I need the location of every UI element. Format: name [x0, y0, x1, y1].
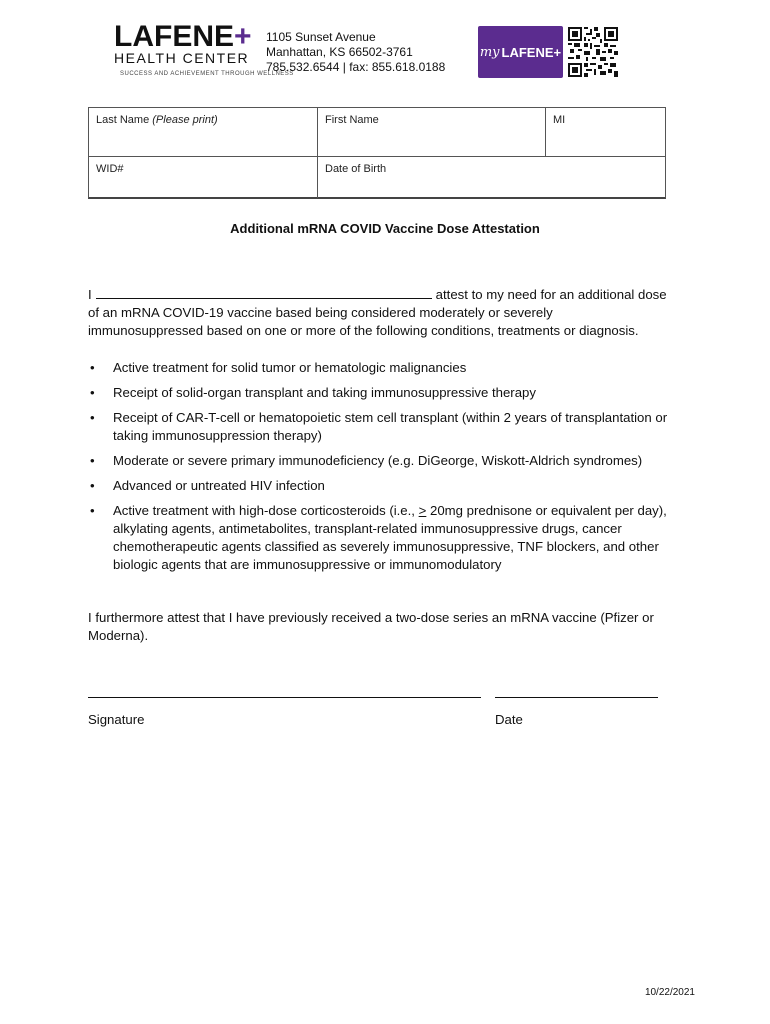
- greater-equal-symbol: >: [418, 503, 427, 518]
- attest-text: attest to my need for an additional dose of an mRNA COVID-19 vaccine based being considered moderately or severely immunosuppressed based on one or more of the following conditions, treatments or diagnosis.: [88, 287, 667, 338]
- condition-text-after: 20mg prednisone or equivalent per day), alkylating agents, antimetabolites, transplant-related immunosuppressive drugs, cancer chemotherapeutic agents classified as severely immunosuppressive, TNF blockers, and other biologic agents that are immunosuppressive or immunomodulatory: [113, 503, 667, 572]
- my-lafene-badge: [478, 26, 563, 78]
- list-item: [88, 409, 668, 445]
- bullet-icon: •: [90, 360, 95, 375]
- address-street: 1105 Sunset Avenue: [266, 30, 376, 44]
- list-item: [88, 452, 668, 470]
- lafene-logo: [114, 20, 252, 54]
- signature-line[interactable]: [88, 697, 481, 698]
- dob-label: Date of Birth: [325, 163, 387, 175]
- dob-field[interactable]: [318, 157, 665, 198]
- logo-text: LAFENE: [114, 20, 234, 53]
- bullet-icon: •: [90, 453, 95, 468]
- qr-code-icon: [568, 27, 618, 77]
- condition-text-before: Active treatment with high-dose corticosteroids (i.e.,: [113, 503, 419, 518]
- list-item: [88, 384, 668, 402]
- logo-tagline: SUCCESS AND ACHIEVEMENT THROUGH WELLNESS: [120, 71, 294, 77]
- mi-field[interactable]: [546, 108, 665, 157]
- list-item: [88, 502, 668, 574]
- bullet-icon: •: [90, 410, 95, 425]
- condition-text: Receipt of CAR-T-cell or hematopoietic stem cell transplant (within 2 years of transplantation or taking immunosuppression therapy): [113, 410, 668, 443]
- clinic-address: [266, 30, 445, 75]
- attestation-paragraph: [88, 286, 668, 340]
- badge-my: my: [479, 44, 500, 60]
- name-blank-line[interactable]: [96, 286, 432, 299]
- list-item: [88, 359, 668, 377]
- condition-text: Active treatment for solid tumor or hematologic malignancies: [113, 360, 467, 375]
- signature-label: Signature: [88, 712, 145, 727]
- badge-name: LAFENE+: [501, 44, 562, 60]
- furthermore-paragraph: I furthermore attest that I have previously received a two-dose series an mRNA vaccine (Pfizer or Moderna).: [88, 610, 654, 643]
- address-city: Manhattan, KS 66502-3761: [266, 45, 413, 59]
- condition-text: Moderate or severe primary immunodeficiency (e.g. DiGeorge, Wiskott-Aldrich syndromes): [113, 453, 643, 468]
- bullet-icon: •: [90, 385, 95, 400]
- wid-label: WID#: [96, 163, 124, 175]
- address-phone: 785.532.6544 | fax: 855.618.0188: [266, 60, 446, 74]
- date-label: Date: [495, 712, 523, 727]
- conditions-list: [88, 359, 668, 581]
- last-name-label: Last Name: [96, 114, 150, 126]
- logo-plus: +: [234, 20, 252, 53]
- bullet-icon: •: [90, 478, 95, 493]
- mi-label: MI: [553, 114, 566, 126]
- bullet-icon: •: [90, 503, 95, 518]
- condition-text: Receipt of solid-organ transplant and taking immunosuppressive therapy: [113, 385, 536, 400]
- form-revision-date: 10/22/2021: [644, 987, 695, 998]
- patient-info-table: [88, 107, 666, 199]
- form-title: Additional mRNA COVID Vaccine Dose Attestation: [230, 221, 540, 236]
- last-name-field[interactable]: [89, 108, 318, 157]
- wid-field[interactable]: [89, 157, 318, 198]
- first-name-field[interactable]: [318, 108, 546, 157]
- condition-text: Advanced or untreated HIV infection: [113, 478, 325, 493]
- attest-prefix: I: [88, 287, 92, 302]
- logo-subtitle: HEALTH CENTER: [114, 50, 250, 66]
- first-name-label: First Name: [325, 114, 379, 126]
- date-line[interactable]: [495, 697, 658, 698]
- last-name-note: (Please print): [152, 114, 218, 126]
- list-item: [88, 477, 668, 495]
